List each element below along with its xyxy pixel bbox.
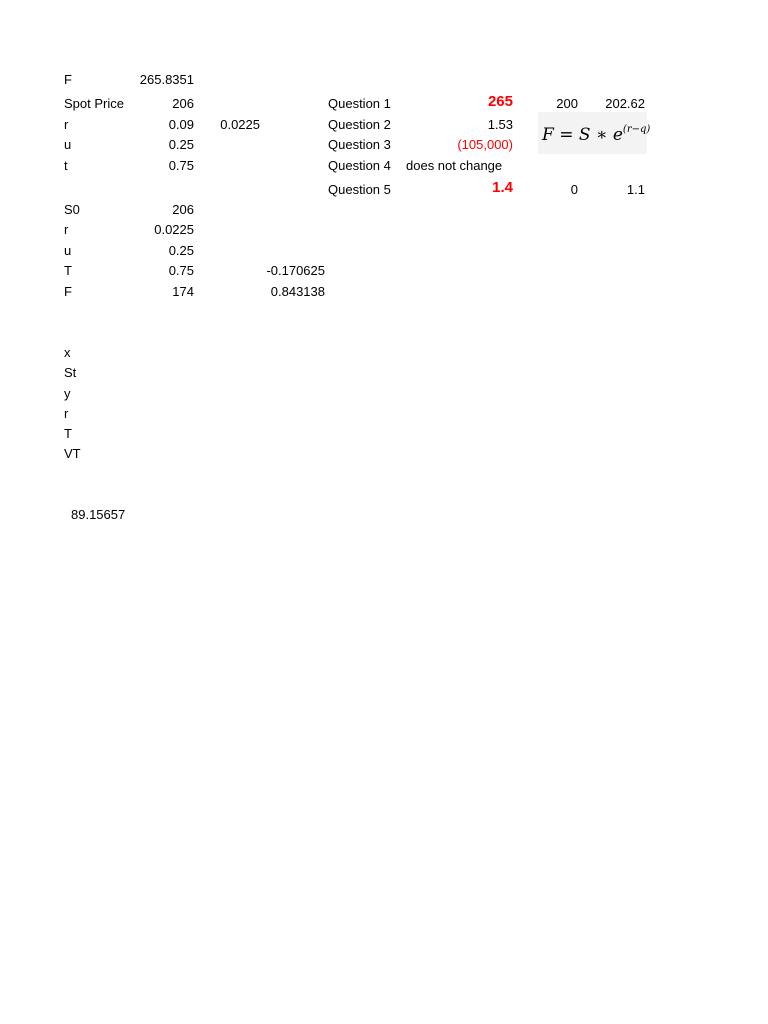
forward-price-formula [538, 112, 651, 154]
label-t-3: T [64, 426, 72, 441]
label-f: F [64, 72, 72, 87]
question-2-label: Question 2 [328, 117, 391, 132]
question-2-answer: 1.53 [487, 117, 513, 132]
formula-rhs: = S ∗ e [559, 125, 623, 145]
value-r: 0.09 [168, 117, 194, 132]
side-value-1: -0.170625 [266, 263, 325, 278]
label-spot-price: Spot Price [64, 96, 124, 111]
value-u-2: 0.25 [168, 243, 194, 258]
side-value-2: 0.843138 [270, 284, 325, 299]
label-s0: S0 [64, 202, 80, 217]
label-r: r [64, 117, 69, 132]
label-u: u [64, 137, 72, 152]
question-1-label: Question 1 [328, 96, 391, 111]
question-3-answer: (105,000) [457, 137, 513, 152]
result-value: 89.15657 [71, 507, 126, 522]
label-vt: VT [64, 446, 81, 461]
q5-side-value-a: 0 [570, 182, 578, 197]
q5-side-value-b: 1.1 [626, 182, 645, 197]
label-t-2: T [64, 263, 72, 278]
label-x: x [64, 345, 71, 360]
q1-side-value-a: 200 [556, 96, 578, 111]
question-4-answer: does not change [406, 158, 503, 173]
value-t: 0.75 [168, 158, 194, 173]
formula-exponent: (r−q) [622, 124, 651, 135]
value-t-2: 0.75 [168, 263, 194, 278]
question-5-answer: 1.4 [492, 179, 513, 196]
value-f-2: 174 [172, 284, 194, 299]
question-4-label: Question 4 [328, 158, 391, 173]
value-r-quarter: 0.0225 [220, 117, 260, 132]
label-f-2: F [64, 284, 72, 299]
q1-side-value-b: 202.62 [605, 96, 645, 111]
value-u: 0.25 [168, 137, 194, 152]
label-y: y [64, 386, 71, 401]
label-r-3: r [64, 406, 69, 421]
label-t: t [64, 158, 68, 173]
label-u-2: u [64, 243, 72, 258]
question-3-label: Question 3 [328, 137, 391, 152]
question-5-label: Question 5 [328, 182, 391, 197]
value-f: 265.8351 [139, 72, 194, 87]
formula-lhs: F [542, 125, 554, 145]
label-st: St [64, 365, 77, 380]
value-s0: 206 [172, 202, 194, 217]
value-spot-price: 206 [172, 96, 194, 111]
label-r-2: r [64, 222, 69, 237]
value-r-2: 0.0225 [154, 222, 194, 237]
question-1-answer: 265 [487, 93, 513, 110]
